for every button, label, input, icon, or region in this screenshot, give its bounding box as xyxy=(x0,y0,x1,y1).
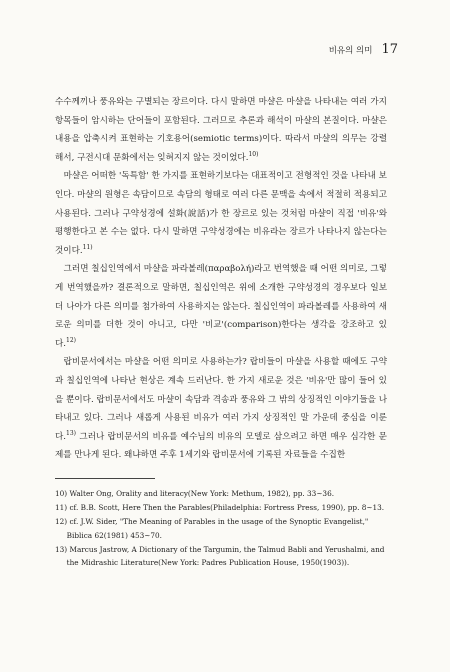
paragraph-text: 마샬은 어떠한 '독특함' 한 가지를 표현하기보다는 대표적이고 전형적인 것을 나타내 보인다. 마샬의 원형은 속담이므로 속담의 형태로 여러 다른 문맥을 속에서 적절히 적용되고 사용된다. 그러나 구약성경에 설화(說話)가 한 장르로 있는 것처럼 마샬이 직접 '비유'와 평행한다고 본 수는 없다. 다시 말하면 구약성경에는 비유라는 장르가 나타나지 않는다는 것이다. xyxy=(55,171,387,256)
footnote-text: Walter Ong, Orality and literacy(New York: Methum, 1982), pp. 33~36. xyxy=(69,489,335,498)
paragraph xyxy=(55,260,387,353)
footnote xyxy=(55,515,387,541)
paragraph-text: 그러면 칠십인역에서 마샬을 파라볼레(παραβολή)라고 번역했을 때 어떤 의미로, 그렇게 번역했을까? 결론적으로 말하면, 칠십인역은 위에 소개한 구약성경의 경우보다 일보 더 나아가 다른 의미를 첨가하여 사용하지는 않는다. 칠십인역이 파라볼레를 사용하여 새로운 의미를 더한 것이 아니고, 다만 '비교'(comparison)한다는 생각을 강조하고 있다. xyxy=(55,264,387,349)
footnote xyxy=(55,543,387,569)
footnote-label: 13) xyxy=(55,544,68,554)
paragraph xyxy=(55,353,387,465)
footnote-text: cf. B.B. Scott, Here Then the Parables(Philadelphia: Fortress Press, 1990), pp. 8~13. xyxy=(69,503,385,513)
footnote-divider xyxy=(55,478,155,479)
footnote xyxy=(55,501,387,514)
footnote-label: 11) xyxy=(55,503,68,513)
running-title: 비유의 의미 xyxy=(328,46,373,56)
paragraph-text: 수수께끼나 풍유와는 구별되는 장르이다. 다시 말하면 마샬은 마샬을 나타내는 여러 가지 항목들이 암시하는 단어들이 포함된다. 그러므로 추론과 해석이 마샬의 본질이다. 마샬은 내용을 압축시켜 표현하는 기호용어(semiotic terms)이다. 따라서 마샬의 의무는 강렬해서, 구전시대 문화에서는 잊혀지지 않는 것이었다. xyxy=(55,97,387,163)
footnote-label: 12) xyxy=(55,517,68,527)
paragraph xyxy=(55,167,387,260)
footnote-ref[interactable]: 10) xyxy=(248,150,259,158)
footnote-ref[interactable]: 11) xyxy=(82,243,93,251)
footnote-text: cf. J.W. Sider, "The Meaning of Parables in the usage of the Synoptic Evangelist," Biblica 62(1981) 453~70. xyxy=(66,517,369,540)
footnote xyxy=(55,487,387,500)
footnote-label: 10) xyxy=(55,489,68,498)
paragraph-text: 랍비문서에서는 마샬을 어떤 의미로 사용하는가? 랍비들이 마샬을 사용할 때에도 구약과 칠십인역에 나타난 현상은 계속 드러난다. 한 가지 새로운 것은 '비유'만 많이 들어 있을 뿐이다. 랍비문서에서도 마샬이 속담과 격송과 풍유와 그 밖의 상징적인 이야기들을 나타내고 있다. 그러나 새롭게 사용된 비유가 여러 가지 상징적인 말 가운데 중심을 이룬다. xyxy=(55,357,387,442)
footnote-text: Marcus Jastrow, A Dictionary of the Targumin, the Talmud Babli and Yerushalmi, and the Midrashic Literature(New York: Padres Publication House, 1950(1903)). xyxy=(66,544,385,568)
footnote-ref[interactable]: 13) xyxy=(66,429,77,437)
footnote-ref[interactable]: 12) xyxy=(66,336,77,344)
running-header xyxy=(329,42,398,57)
paragraph xyxy=(55,93,387,167)
footnotes xyxy=(55,487,387,570)
body-text xyxy=(55,93,387,465)
page-number: 17 xyxy=(381,42,398,57)
paragraph-text-continued: 그러나 랍비문서의 비유를 예수님의 비유의 모델로 삼으려고 하면 매우 심각한 문제를 만나게 된다. 왜냐하면 주후 1세기와 랍비문서에 기록된 자료들을 수집한 xyxy=(55,431,387,461)
